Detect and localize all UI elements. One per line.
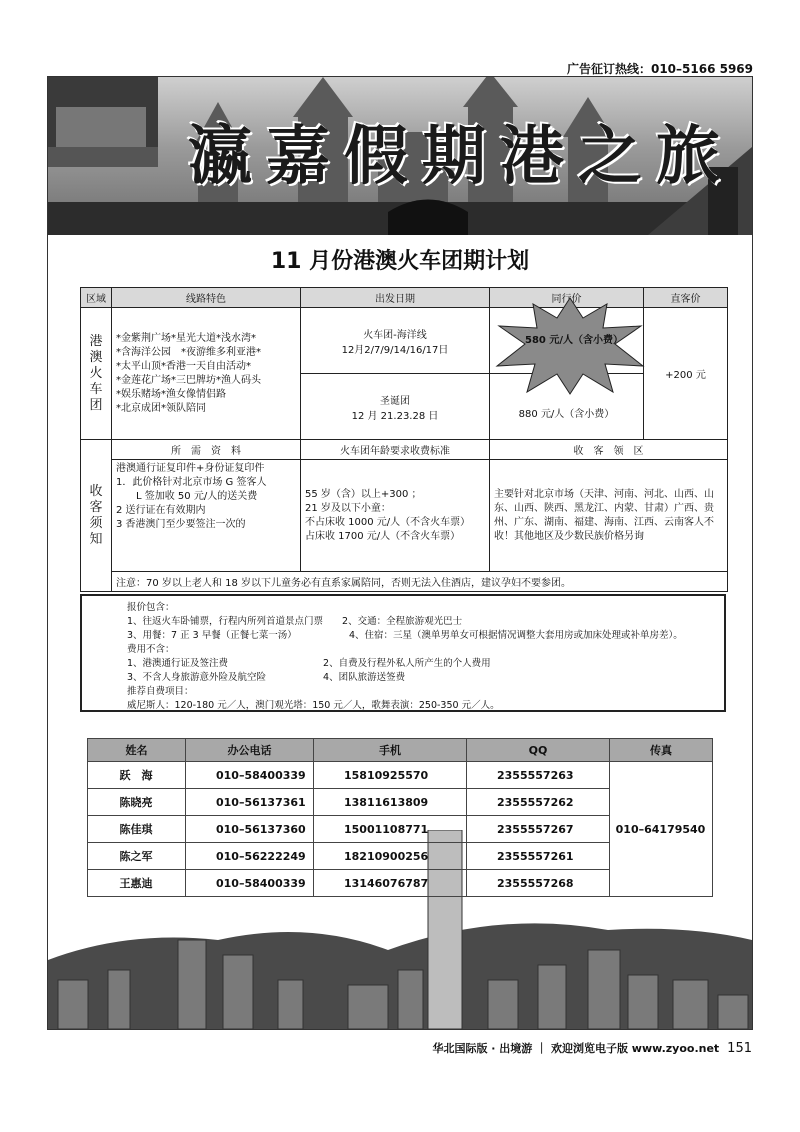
contact-mobile: 13811613809 bbox=[314, 789, 467, 816]
age-fee-rules bbox=[301, 460, 490, 572]
notice-header-fees: 火车团年龄要求收费标准 bbox=[301, 440, 490, 460]
required-materials bbox=[112, 460, 301, 572]
warning-row bbox=[81, 572, 728, 592]
contact-name: 跃 海 bbox=[88, 762, 186, 789]
fee-line: 21 岁及以下小童： bbox=[305, 502, 391, 514]
route-line: *娱乐赌场*渔女像情侣路 bbox=[116, 388, 226, 400]
notice-region-cell: 收客须知 bbox=[81, 440, 112, 592]
contact-office: 010–56222249 bbox=[186, 843, 314, 870]
contact-office: 010–56137360 bbox=[186, 816, 314, 843]
contact-office: 010–56137361 bbox=[186, 789, 314, 816]
header-region: 区域 bbox=[81, 288, 112, 308]
banner bbox=[48, 77, 752, 235]
plan-title: 11 月份港澳火车团期计划 bbox=[270, 249, 530, 274]
contact-mobile: 15810925570 bbox=[314, 762, 467, 789]
header-mobile: 手机 bbox=[314, 739, 467, 762]
contact-name: 陈佳琪 bbox=[88, 816, 186, 843]
contact-office: 010–58400339 bbox=[186, 870, 314, 897]
banner-title: 瀛嘉假期港之旅 bbox=[188, 119, 734, 194]
header-fax: 传真 bbox=[610, 739, 713, 762]
direct-price: +200 元 bbox=[644, 308, 728, 440]
route-line: *太平山顶*香港一天自由活动* bbox=[116, 360, 251, 372]
header-dates: 出发日期 bbox=[301, 288, 490, 308]
contact-qq: 2355557267 bbox=[467, 816, 610, 843]
includes-line: 推荐自费项目： bbox=[127, 686, 194, 697]
route-line: *金紫荆广场*星光大道*浅水湾* bbox=[116, 332, 256, 344]
warning-note: 注意：70 岁以上老人和 18 岁以下儿童务必有直系家属陪同，否则无法入住酒店，建议孕妇不要参团。 bbox=[112, 572, 728, 592]
trade-price-xmas: 880 元/人（含小费） bbox=[490, 374, 644, 440]
header-name: 姓名 bbox=[88, 739, 186, 762]
includes-line: 威尼斯人：120-180 元／人，澳门观光塔：150 元／人，歌舞表演：250-350 元／人。 bbox=[127, 700, 500, 711]
includes-line: 报价包含： bbox=[127, 602, 175, 613]
notice-header-area: 收 客 领 区 bbox=[490, 440, 728, 460]
material-line: 2 送行证在有效期内 bbox=[116, 505, 206, 516]
includes-line: 1、港澳通行证及签注费 2、自费及行程外私人所产生的个人费用 bbox=[127, 658, 491, 669]
contact-mobile: 18210900256 bbox=[314, 843, 467, 870]
header-route: 线路特色 bbox=[112, 288, 301, 308]
notice-header-row bbox=[81, 440, 728, 460]
notice-row bbox=[81, 460, 728, 572]
route-features bbox=[112, 308, 301, 440]
route-line: *金莲花广场*三巴牌坊*渔人码头 bbox=[116, 374, 261, 386]
page-number: 151 bbox=[727, 1041, 752, 1056]
departure-name: 圣诞团 bbox=[380, 395, 410, 407]
material-line: 1．此价格针对北京市场 G 签客人 bbox=[116, 477, 267, 488]
contact-name: 陈晓亮 bbox=[88, 789, 186, 816]
fee-line: 占床收 1700 元/人（不含火车票） bbox=[305, 530, 461, 542]
includes-line: 费用不含： bbox=[127, 644, 175, 655]
header-office: 办公电话 bbox=[186, 739, 314, 762]
notice-header-materials: 所 需 资 料 bbox=[112, 440, 301, 460]
contacts-table bbox=[87, 738, 713, 897]
contact-name: 陈之军 bbox=[88, 843, 186, 870]
header-qq: QQ bbox=[467, 739, 610, 762]
departure-xmas bbox=[301, 374, 490, 440]
contacts-header-row bbox=[88, 739, 713, 762]
contact-qq: 2355557262 bbox=[467, 789, 610, 816]
trade-price-badge: 580 元/人（含小费） bbox=[525, 335, 624, 346]
header-trade-price: 同行价 bbox=[490, 288, 644, 308]
departure-name: 火车团-海洋线 bbox=[363, 329, 427, 341]
header-direct-price: 直客价 bbox=[644, 288, 728, 308]
includes-line: 1、往返火车卧铺票，行程内所列首道景点门票 2、交通：全程旅游观光巴士 bbox=[127, 616, 463, 627]
contact-office: 010–58400339 bbox=[186, 762, 314, 789]
route-line: *北京成团*领队陪同 bbox=[116, 402, 206, 414]
fee-line: 55 岁（含）以上+300 ； bbox=[305, 488, 422, 500]
page-footer bbox=[0, 1040, 752, 1056]
contact-qq: 2355557268 bbox=[467, 870, 610, 897]
service-area: 主要针对北京市场（天津、河南、河北、山西、山东、山西、陕西、黑龙江、内蒙、甘肃）广西、贵州、广东、湖南、福建、海南、江西、云南客人不收！其他地区及少数民族价格另询 bbox=[490, 460, 728, 572]
departure-dates: 12月2/7/9/14/16/17日 bbox=[341, 344, 449, 356]
contact-mobile: 13146076787 bbox=[314, 870, 467, 897]
material-line: L 签加收 50 元/人的送关费 bbox=[116, 491, 258, 502]
contact-row bbox=[88, 762, 713, 789]
contact-fax: 010–64179540 bbox=[610, 762, 713, 897]
departure-dates: 12 月 21.23.28 日 bbox=[351, 410, 439, 422]
price-includes-box bbox=[80, 594, 726, 712]
material-line: 港澳通行证复印件+身份证复印件 bbox=[116, 463, 265, 474]
includes-line: 3、不含人身旅游意外险及航空险 4、团队旅游送签费 bbox=[127, 672, 406, 683]
contact-qq: 2355557261 bbox=[467, 843, 610, 870]
route-line: *含海洋公园 *夜游维多利亚港* bbox=[116, 346, 261, 358]
contact-mobile: 15001108771 bbox=[314, 816, 467, 843]
includes-line: 3、用餐：7 正 3 早餐（正餐七菜一汤） 4、住宿：三星（澳单男单女可根据情况调整大套用房或加床处理或补单房差）。 bbox=[127, 630, 683, 641]
contact-qq: 2355557263 bbox=[467, 762, 610, 789]
contact-name: 王惠迪 bbox=[88, 870, 186, 897]
material-line: 3 香港澳门至少要签注一次的 bbox=[116, 519, 246, 530]
price-starburst bbox=[495, 296, 645, 396]
departure-ocean bbox=[301, 308, 490, 374]
footer-text: 华北国际版 · 出境游 ｜ 欢迎浏览电子版 www.zyoo.net bbox=[432, 1042, 720, 1055]
ad-hotline: 广告征订热线：010–5166 5969 bbox=[566, 62, 753, 76]
fee-line: 不占床收 1000 元/人（不含火车票） bbox=[305, 516, 471, 528]
region-cell: 港澳火车团 bbox=[81, 308, 112, 440]
